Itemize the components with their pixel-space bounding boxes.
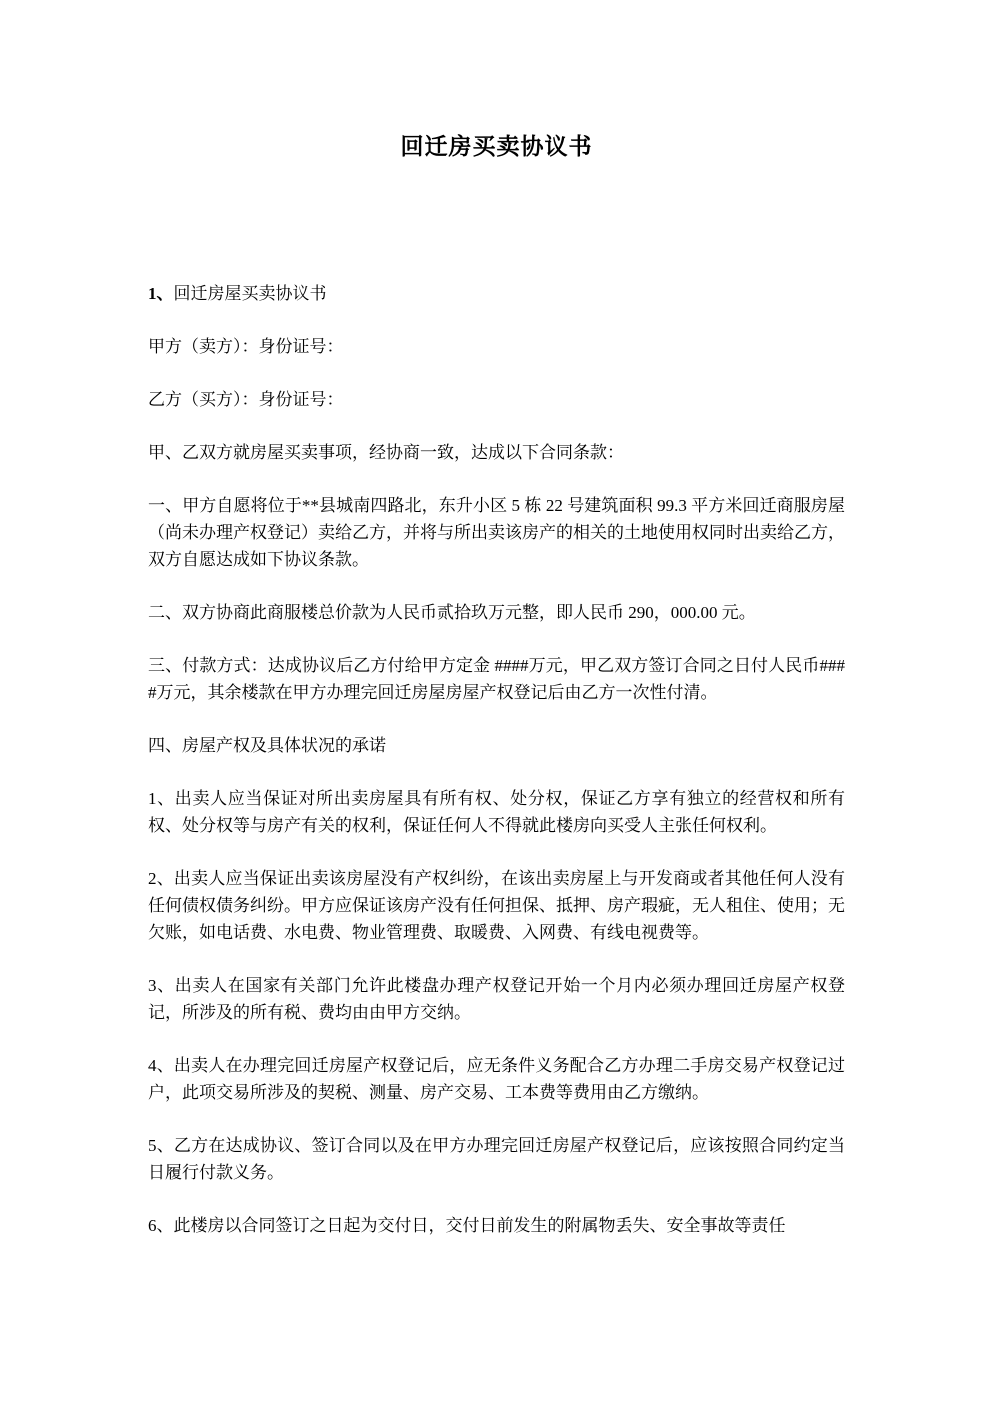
document-title: 回迁房买卖协议书 xyxy=(400,134,593,159)
paragraph-party-a: 甲方（卖方）：身份证号： xyxy=(148,337,344,356)
paragraph-clause-4-item-6: 6、此楼房以合同签订之日起为交付日，交付日前发生的附属物丢失、安全事故等责任 xyxy=(148,1216,786,1235)
paragraph-clause-4-item-2: 2、出卖人应当保证出卖该房屋没有产权纠纷，在该出卖房屋上与开发商或者其他任何人没有任何债权债务纠纷。甲方应保证该房产没有任何担保、抵押、房产瑕疵，无人租住、使用；无欠账，如电话费、水电费、物业管理费、取暖费、入网费、有线电视费等。 xyxy=(148,869,845,942)
heading-line xyxy=(148,280,845,307)
heading-text: 回迁房屋买卖协议书 xyxy=(173,284,327,303)
paragraph-clause-4-heading: 四、房屋产权及具体状况的承诺 xyxy=(148,736,386,755)
paragraph-party-b: 乙方（买方）：身份证号： xyxy=(148,390,344,409)
paragraph-intro: 甲、乙双方就房屋买卖事项，经协商一致，达成以下合同条款： xyxy=(148,443,624,462)
paragraph-clause-4-item-4: 4、出卖人在办理完回迁房屋产权登记后，应无条件义务配合乙方办理二手房交易产权登记过户，此项交易所涉及的契税、测量、房产交易、工本费等费用由乙方缴纳。 xyxy=(148,1056,845,1102)
document-body xyxy=(0,280,993,1239)
paragraph-clause-4-item-5: 5、乙方在达成协议、签订合同以及在甲方办理完回迁房屋产权登记后，应该按照合同约定当日履行付款义务。 xyxy=(148,1136,845,1182)
paragraph-clause-1: 一、甲方自愿将位于**县城南四路北，东升小区 5 栋 22 号建筑面积 99.3 平方米回迁商服房屋（尚未办理产权登记）卖给乙方，并将与所出卖该房产的相关的土地使用权同时出卖给乙方，双方自愿达成如下协议条款。 xyxy=(148,496,845,569)
heading-number: 1、 xyxy=(148,284,174,303)
paragraph-clause-4-item-3: 3、出卖人在国家有关部门允许此楼盘办理产权登记开始一个月内必须办理回迁房屋产权登记，所涉及的所有税、费均由由甲方交纳。 xyxy=(148,976,845,1022)
paragraph-clause-4-item-1: 1、出卖人应当保证对所出卖房屋具有所有权、处分权，保证乙方享有独立的经营权和所有权、处分权等与房产有关的权利，保证任何人不得就此楼房向买受人主张任何权利。 xyxy=(148,789,845,835)
paragraph-clause-2: 二、双方协商此商服楼总价款为人民币贰拾玖万元整，即人民币 290，000.00 元。 xyxy=(148,603,756,622)
paragraph-clause-3: 三、付款方式：达成协议后乙方付给甲方定金 ####万元，甲乙双方签订合同之日付人民币####万元，其余楼款在甲方办理完回迁房屋房屋产权登记后由乙方一次性付清。 xyxy=(148,656,845,702)
